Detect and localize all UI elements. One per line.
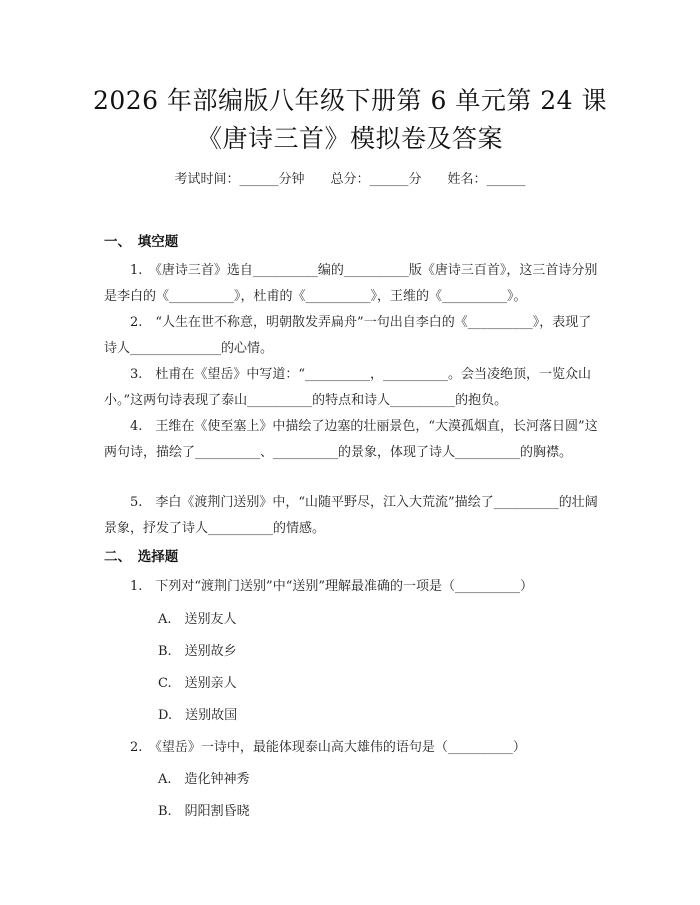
choice-question-2-option-a: A. 造化钟神秀 [158,772,250,787]
choice-question-1-option-d: D. 送别故国 [158,708,238,723]
fill-blank-question-3: 3. 杜甫在《望岳》中写道：“__________，__________。会当凌绝顶，一览众山小。”这两句诗表现了泰山__________的特点和诗人__________的抱负。 [104,367,592,408]
title-line-1: 2026 年部编版八年级下册第 6 单元第 24 课 [92,86,608,115]
fill-blank-question-4: 4. 王维在《使至塞上》中描绘了边塞的壮丽景色，“大漠孤烟直，长河落日圆”这两句诗，描绘了__________、__________的景象，体现了诗人__________的胸襟。 [104,419,598,460]
section-heading-multiple-choice: 二、 选择题 [104,549,179,565]
section-heading-fill-blank: 一、 填空题 [104,234,179,250]
choice-question-2-stem: 2. 《望岳》一诗中，最能体现泰山高大雄伟的语句是（__________） [130,740,526,755]
choice-question-1-option-c: C. 送别亲人 [158,676,237,691]
fill-blank-question-5: 5. 李白《渡荆门送别》中，“山随平野尽，江入大荒流”描绘了__________的壮阔景象，抒发了诗人__________的情感。 [104,495,598,536]
title-line-2: 《唐诗三首》模拟卷及答案 [196,124,503,153]
choice-question-1-option-a: A. 送别友人 [158,612,237,627]
choice-question-1-option-b: B. 送别故乡 [158,644,237,659]
fill-blank-question-1: 1. 《唐诗三首》选自__________编的__________版《唐诗三百首》，这三首诗分别是李白的《__________》，杜甫的《__________》，王维的《__________》。 [104,263,598,304]
fill-blank-question-2: 2. “人生在世不称意，明朝散发弄扁舟”一句出自李白的《__________》，表现了诗人______________的心情。 [104,315,592,356]
choice-question-1-stem: 1. 下列对“渡荆门送别”中“送别”理解最准确的一项是（__________） [130,579,533,594]
exam-meta: 考试时间：______分钟 总分：______分 姓名：______ [174,172,526,187]
choice-question-2-option-b: B. 阴阳割昏晓 [158,804,250,819]
